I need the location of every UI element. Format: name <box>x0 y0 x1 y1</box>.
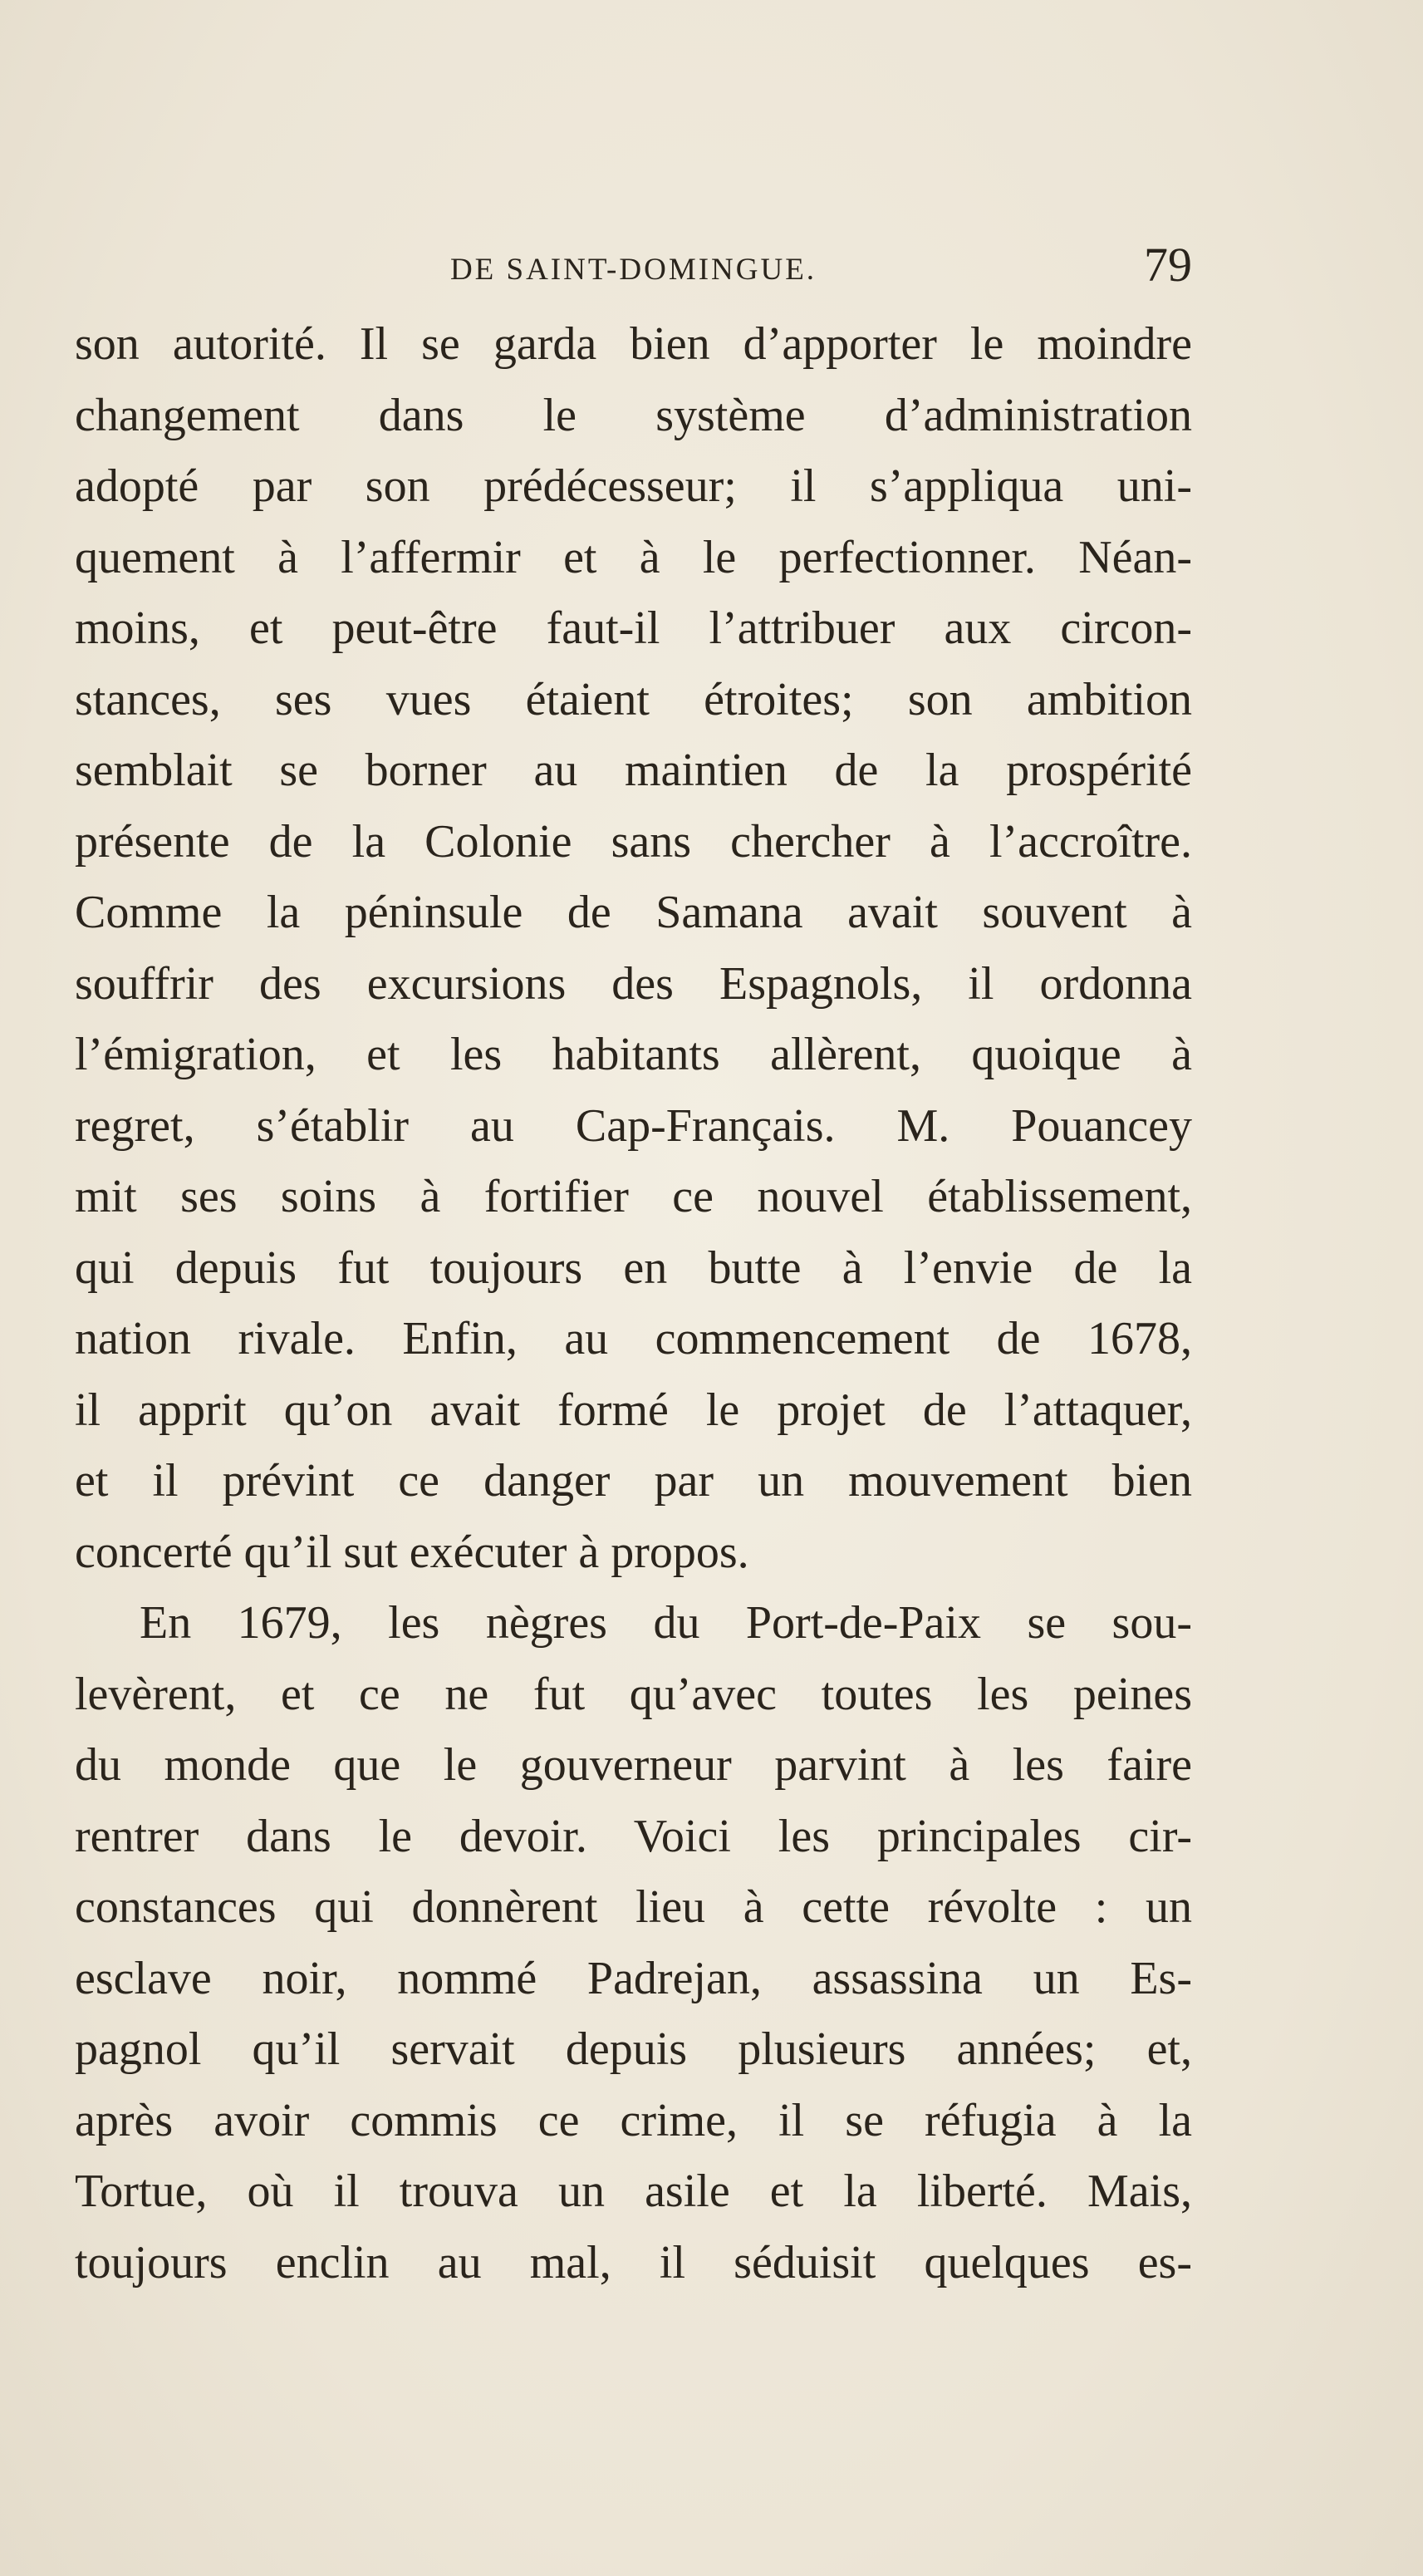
text-line: esclave noir, nommé Padrejan, assassina un Es- <box>75 1952 1192 2004</box>
text-line: et il prévint ce danger par un mouvement bien <box>75 1455 1192 1507</box>
paragraph <box>75 1588 1192 2298</box>
text-line: stances, ses vues étaient étroites; son ambition <box>75 673 1192 725</box>
text-line: Tortue, où il trouva un asile et la liberté. Mais, <box>75 2166 1192 2217</box>
running-head: DE SAINT-DOMINGUE. <box>449 253 817 287</box>
text-line: pagnol qu’il servait depuis plusieurs années; et, <box>75 2023 1192 2075</box>
text-line: constances qui donnèrent lieu à cette révolte : un <box>75 1881 1192 1933</box>
text-line: il apprit qu’on avait formé le projet de l’attaquer, <box>75 1384 1192 1436</box>
text-line: après avoir commis ce crime, il se réfugia à la <box>75 2094 1192 2146</box>
text-line: concerté qu’il sut exécuter à propos. <box>75 1526 749 1578</box>
text-line: mit ses soins à fortifier ce nouvel établissement, <box>75 1171 1192 1222</box>
text-line: souffrir des excursions des Espagnols, il ordonna <box>75 957 1192 1010</box>
text-line: changement dans le système d’administration <box>75 389 1192 441</box>
body-text <box>75 309 1192 2298</box>
text-line: son autorité. Il se garda bien d’apporter le moindre <box>75 318 1192 370</box>
text-line: nation rivale. Enfin, au commencement de 1678, <box>75 1313 1192 1364</box>
text-line: du monde que le gouverneur parvint à les faire <box>75 1739 1192 1791</box>
text-line: moins, et peut-être faut-il l’attribuer aux circon- <box>75 602 1192 654</box>
text-line: En 1679, les nègres du Port-de-Paix se sou- <box>140 1597 1192 1649</box>
text-line: adopté par son prédécesseur; il s’appliqua uni- <box>75 460 1192 512</box>
text-line: l’émigration, et les habitants allèrent, quoique à <box>75 1029 1192 1080</box>
text-line: qui depuis fut toujours en butte à l’envie de la <box>75 1241 1192 1294</box>
text-line: quement à l’affermir et à le perfectionner. Néan- <box>75 531 1192 583</box>
page-number: 79 <box>1144 238 1192 292</box>
text-line: présente de la Colonie sans chercher à l’accroître. <box>75 815 1192 868</box>
text-line: semblait se borner au maintien de la prospérité <box>75 745 1192 796</box>
text-line: levèrent, et ce ne fut qu’avec toutes les peines <box>75 1668 1192 1720</box>
text-line: regret, s’établir au Cap-Français. M. Pouancey <box>75 1099 1192 1152</box>
text-line: toujours enclin au mal, il séduisit quelques es- <box>75 2236 1192 2288</box>
text-line: rentrer dans le devoir. Voici les principales cir- <box>75 1810 1192 1862</box>
page-header <box>75 237 1192 303</box>
paragraph <box>75 309 1192 1588</box>
text-line: Comme la péninsule de Samana avait souvent à <box>75 887 1192 938</box>
